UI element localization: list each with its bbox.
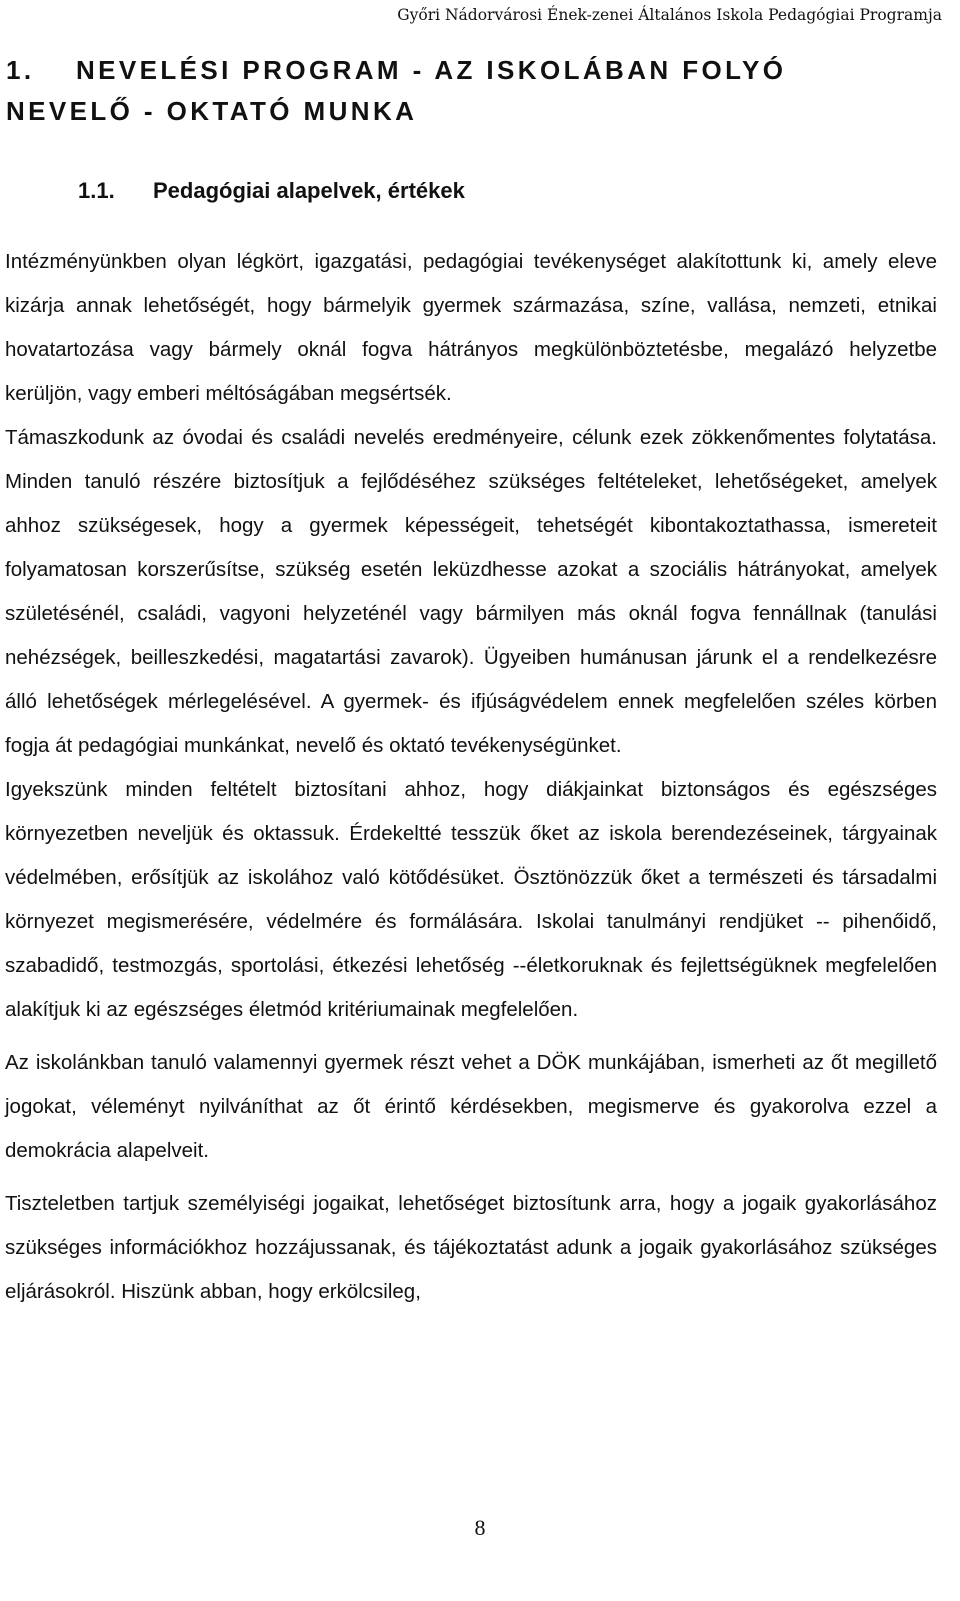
section-number: 1.1. [78, 178, 115, 203]
paragraph: Tiszteletben tartjuk személyiségi jogaikat, lehetőséget biztosítunk arra, hogy a jogaik gyakorlásához szükséges információkhoz hozzájussanak, és tájékoztatást adunk a jogaik gyakorlásához szükséges eljárásokról. Hiszünk abban, hogy erkölcsileg, [5, 1192, 937, 1303]
paragraph: Támaszkodunk az óvodai és családi nevelés eredményeire, célunk ezek zökkenőmentes folytatása. Minden tanuló részére biztosítjuk a fejlődéséhez szükséges feltételeket, lehetőségeket, amelyek ahhoz szükségesek, hogy a gyermek képességeit, tehetségét kibontakoztathassa, ismereteit folyamatosan korszerűsítse, szükség esetén leküzdhesse azokat a szociális hátrányokat, amelyek születésénél, családi, vagyoni helyzeténél vagy bármilyen más oknál fogva fennállnak (tanulási nehézségek, beilleszkedési, magatartási zavarok). Ügyeiben humánusan járunk el a rendelkezésre álló lehetőségek mérlegelésével. A gyermek- és ifjúságvédelem ennek megfelelően széles körben fogja át pedagógiai munkánkat, nevelő és oktató tevékenységünket. [5, 426, 937, 757]
section-heading [78, 178, 465, 204]
page-number: 8 [474, 1515, 486, 1540]
paragraph: Az iskolánkban tanuló valamennyi gyermek részt vehet a DÖK munkájában, ismerheti az őt megillető jogokat, véleményt nyilváníthat az őt érintő kérdésekben, megismerve és gyakorolva ezzel a demokrácia alapelveit. [5, 1051, 937, 1162]
chapter-title: NEVELÉSI PROGRAM - AZ ISKOLÁBAN FOLYÓ NEVELŐ - OKTATÓ MUNKA [6, 55, 787, 126]
section-title: Pedagógiai alapelvek, értékek [153, 178, 465, 203]
paragraph: Intézményünkben olyan légkört, igazgatási, pedagógiai tevékenységet alakítottunk ki, amely eleve kizárja annak lehetőségét, hogy bármelyik gyermek származása, színe, vallása, nemzeti, etnikai hovatartozása vagy bármely oknál fogva hátrányos megkülönböztetésbe, megalázó helyzetbe kerüljön, vagy emberi méltóságában megsértsék. [5, 250, 937, 405]
running-header: Győri Nádorvárosi Ének-zenei Általános Iskola Pedagógiai Programja [397, 6, 942, 24]
body-text [5, 240, 937, 1314]
paragraph: Igyekszünk minden feltételt biztosítani ahhoz, hogy diákjainkat biztonságos és egészséges környezetben neveljük és oktassuk. Érdekeltté tesszük őket az iskola berendezéseinek, tárgyainak védelmében, erősítjük az iskolához való kötődésüket. Ösztönözzük őket a természeti és társadalmi környezet megismerésére, védelmére és formálására. Iskolai tanulmányi rendjüket -- pihenőidő, szabadidő, testmozgás, sportolási, étkezési lehetőség --életkoruknak és fejlettségüknek megfelelően alakítjuk ki az egészséges életmód kritériumainak megfelelően. [5, 778, 937, 1021]
chapter-number: 1. [6, 55, 35, 85]
chapter-heading [6, 50, 906, 132]
